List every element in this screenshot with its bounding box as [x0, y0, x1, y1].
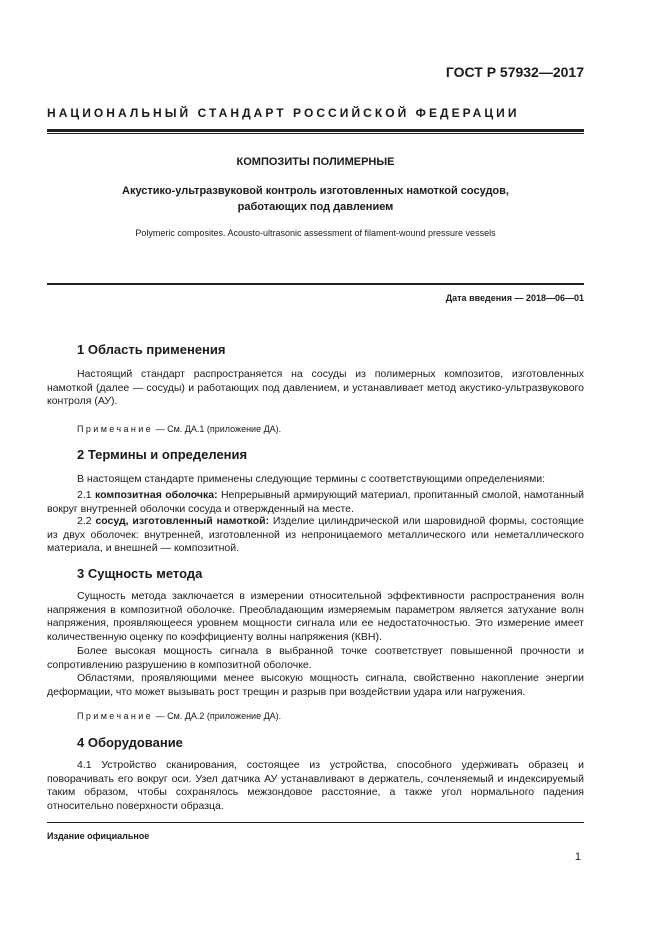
- section-3-paragraph-2: Более высокая мощность сигнала в выбранной точке соответствует повышенной прочности и сопротивлению разрушению в композитной оболочке.: [47, 645, 584, 671]
- note-label: Примечание: [77, 424, 154, 434]
- section-1-paragraph: Настоящий стандарт распространяется на сосуды из полимерных композитов, изготовленных намоткой (далее — сосуды) и работающих под давлением, и устанавливает метод акустико-ультразвукового контроля (АУ).: [47, 368, 584, 407]
- title-rule: [47, 283, 584, 285]
- definition-wound-vessel: 2.2 сосуд, изготовленный намоткой: Изделие цилиндрической или шаровидной формы, состоящие из двух оболочек: внутренней, изготовленной из непроницаемого металлического или неметаллического материала, и внешней — композитной.: [47, 515, 585, 554]
- note-label: Примечание: [77, 711, 154, 721]
- definition-composite-shell: 2.1 композитная оболочка: Непрерывный армирующий материал, пропитанный смолой, намотанный вокруг внутренней оболочки сосуда и отвержденный на месте.: [47, 489, 584, 515]
- section-3-note: Примечание — См. ДА.2 (приложение ДА).: [77, 711, 282, 721]
- section-2-intro: В настоящем стандарте применены следующие термины с соответствующими определениями:: [77, 473, 546, 485]
- title-subtitle: [47, 183, 584, 215]
- header-rule-thick: [47, 129, 584, 132]
- section-3-paragraph-3: Областями, проявляющими менее высокую мощность сигнала, свойственно накопление энергии деформации, что может вызывать рост трещин и разрыв при воздействии удара или нагружения.: [47, 672, 584, 698]
- header-rule-thin: [47, 133, 584, 134]
- section-2-heading: 2 Термины и определения: [77, 447, 248, 462]
- title-subtitle-line1: Акустико-ультразвуковой контроль изготовленных намоткой сосудов,: [122, 185, 509, 197]
- section-4-paragraph: 4.1 Устройство сканирования, состоящее из устройства, способного удерживать образец и поворачивать его вокруг оси. Узел датчика АУ устанавливают в держатель, сочленяемый и индексируемый таким образом, чтобы сохранялось межзондовое расстояние, а также угол нормального падения относительно поверхности образца.: [47, 759, 584, 812]
- section-3-heading: 3 Сущность метода: [77, 566, 203, 581]
- standard-code: ГОСТ Р 57932—2017: [445, 64, 584, 80]
- footer-rule: [47, 822, 584, 823]
- term-composite-shell: композитная оболочка:: [94, 489, 218, 501]
- section-1-heading: 1 Область применения: [77, 342, 226, 357]
- page-number: 1: [574, 851, 581, 863]
- national-standard-banner: НАЦИОНАЛЬНЫЙ СТАНДАРТ РОССИЙСКОЙ ФЕДЕРАЦИИ: [47, 106, 520, 120]
- title-subtitle-line2: работающих под давлением: [237, 201, 394, 213]
- section-1-note: Примечание — См. ДА.1 (приложение ДА).: [77, 424, 282, 434]
- title-main: КОМПОЗИТЫ ПОЛИМЕРНЫЕ: [236, 156, 395, 168]
- section-3-paragraph-1: Сущность метода заключается в измерении относительной эффективности распространения волн напряжения в композитной оболочке. Преобладающим измеряемым параметром является затухание волн напряжения, проявляющееся уровнем мощности сигнала или ее недостаточностью. Это измерение имеет количественную оценку по коэффициенту волны напряжения (КВН).: [47, 590, 584, 643]
- term-wound-vessel: сосуд, изготовленный намоткой:: [95, 515, 270, 527]
- title-english: Polymeric composites. Acousto-ultrasonic assessment of filament-wound pressure vessels: [135, 228, 496, 238]
- introduction-date: Дата введения — 2018—06—01: [445, 293, 584, 303]
- section-4-heading: 4 Оборудование: [77, 735, 183, 750]
- official-edition-label: Издание официальное: [47, 831, 150, 841]
